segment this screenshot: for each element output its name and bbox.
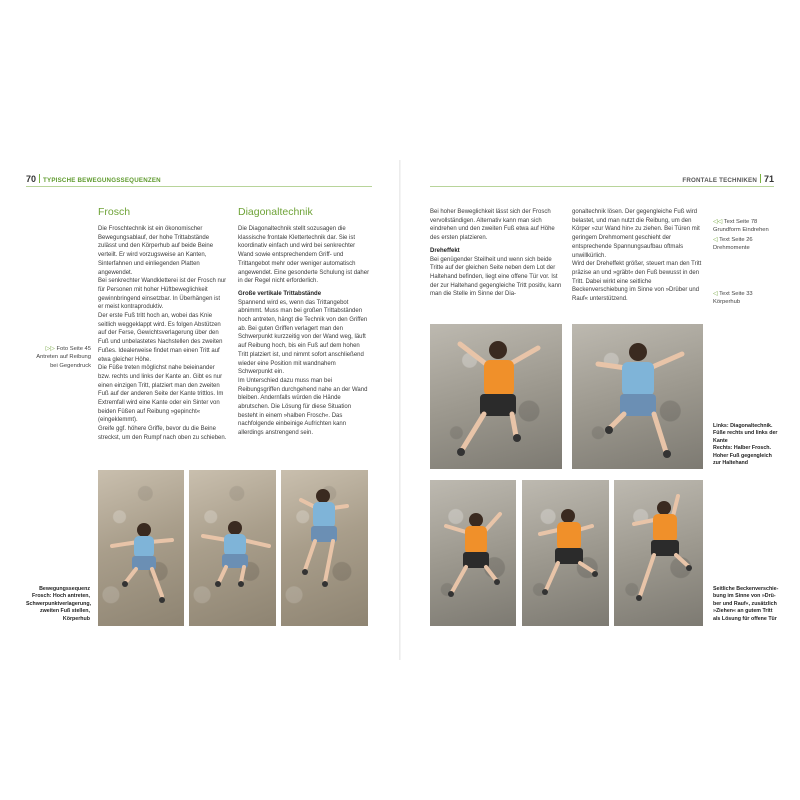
margin-ref-photo-45: ▷▷ Foto Seite 45 Antreten auf Reibung bei Gegendruck (36, 346, 91, 369)
climber-figure (598, 343, 682, 458)
photo-frosch-2 (189, 470, 276, 626)
right-running-title: FRONTALE TECHNIKEN (682, 177, 757, 184)
left-running-title: TYPISCHE BEWEGUNGSSEQUENZEN (43, 177, 161, 184)
double-triangle-left-icon: ◁◁ (713, 219, 723, 225)
climber-figure (457, 341, 538, 456)
triangle-left-icon: ◁ (713, 237, 718, 243)
right-header-rule (430, 186, 774, 187)
right-page-header (682, 173, 774, 185)
photo-frosch-1 (98, 470, 184, 626)
double-triangle-right-icon: ▷▷ (45, 346, 55, 352)
margin-ref-text-33: ◁ Text Seite 33 Körperhub (713, 291, 753, 306)
diagonal-heading: Diagonaltechnik (238, 206, 313, 218)
photo-frosch-3 (281, 470, 368, 626)
climber-figure (540, 509, 598, 595)
margin-ref-text-78: ◁◁ Text Seite 78 Grundform Eindrehen (713, 219, 769, 234)
diagonal-text: Die Diagonaltechnik stellt sozusagen die klassische frontale Klettertechnik dar. Sie ist koordinativ einfach und wird bei senkrechter Wand sowie entsprechendem Griff- und Trittangebot mehr oder weniger automatisch angewendet. Eine gesonderte Schulung ist daher in der Regel nicht erforderlich. Große vertikale Trittabstände Spannend wird es, wenn das Trittangebot abnimmt. Muss man bei großen Trittabständen hoch antreten, hängt die Technik von den Griffen ab. Bei guten Griffen verlagert man den Schwerpunkt kurzzeitig von der Wand weg, läuft auf Reibung hoch, bis ein Fuß auf dem hohen Tritt platziert ist, und nimmt sofort anschließend wieder eine Position mit wandnahem Schwerpunkt ein. Im Unterschied dazu muss man bei Reibungsgriffen durchgehend nahe an der Wand bleiben. Andernfalls würden die Hände abrutschen. Die Lösung für diese Situation besteht in einem »halben Frosch«. Das nachfolgende einbeinige Aufrichten kann allerdings anstrengend sein. (238, 226, 370, 437)
left-page-number: 70 (26, 174, 37, 184)
left-page-header (26, 173, 161, 185)
right-col2-text: gonaltechnik lösen. Der gegengleiche Fuß wird belastet, und man nutzt die Reibung, um den Körper »zur Wand hin« zu ziehen. Bei Türen mit geringem Drehmoment geschieht der entsprechende Spannungsaufbau oftmals unwillkürlich. Wird der Dreheffekt größer, steuert man den Tritt präzise an und »gräbt« den Fuß bewusst in den Tritt. Dabei wirkt eine seitliche Beckenverschiebung im Sinne von »Drüber und Rauf« unterstützend. (572, 209, 702, 303)
page-gutter (399, 160, 401, 660)
climber-figure (634, 496, 692, 601)
climber-figure (112, 523, 172, 603)
dreheffekt-subheading: Dreheffekt (430, 247, 460, 254)
climber-figure (301, 489, 347, 587)
triangle-left-icon: ◁ (713, 291, 718, 297)
right-col1-text: Bei hoher Beweglichkeit lässt sich der Frosch vervollständigen. Alternativ kann man sich eindrehen und den zweiten Fuß etwa auf Höhe des ersten platzieren. Dreheffekt Bei genügender Steilheit und wenn sich beide Tritte auf der gleichen Seite neben dem Lot der Haltehand befinden, liegt eine offene Tür vor. Ist der zur Haltehand gegengleiche Tritt positiv, kann man die Stelle im Sinne der Dia- (430, 209, 562, 298)
climber-figure (203, 521, 269, 587)
photo-beckenverschiebung-1 (430, 480, 516, 626)
trittabstaende-subheading: Große vertikale Trittabstände (238, 290, 322, 297)
caption-beckenverschiebung: Seitliche Beckenverschie- bung im Sinne von »Drü- ber und Rauf«, zusätzlich »Ziehen« an gutem Tritt als Lösung für offene Tür (713, 586, 779, 622)
right-page-number: 71 (763, 174, 774, 184)
caption-frosch-sequence: Bewegungssequenz Frosch: Hoch antreten, Schwerpunktverlagerung, zweiten Fuß stellen, Körperhub (26, 586, 92, 622)
margin-ref-text-26: ◁ Text Seite 26 Drehmomente (713, 237, 753, 252)
frosch-text: Die Froschtechnik ist ein ökonomischer Bewegungsablauf, der hohe Trittabstände zulässt und den Körperhub auf beide Beine verteilt. Er wird vorzugsweise an Kanten, Sinterfahnen und einliegenden Platten angewendet. Bei senkrechter Wandkletterei ist der Frosch nur für Personen mit hoher Hüftbeweglichkeit gewinnbringend einsetzbar. In Überhängen ist er meist kontraproduktiv. Der erste Fuß tritt hoch an, wobei das Knie seitlich weggeklappt wird. Es folgen Abstützen auf der Ferse, Gewichtsverlagerung über den Fuß und unbelastetes Nachstellen des zweiten Fußes. Idealerweise findet man einen Tritt auf etwa gleicher Höhe. Die Füße treten möglichst nahe beieinander bzw. rechts und links der Kante an. Gibt es nur einen einzigen Tritt, platziert man den zweiten Fuß auf der anderen Seite der Kante trittlos. Im Extremfall wird eine Kante oder ein Sinter von beiden Füßen auf Reibung »gepincht« (eingeklemmt). Greife ggf. höhere Griffe, bevor du die Beine streckst, um den Rumpf nach oben zu schieben. (98, 226, 227, 441)
climber-figure (446, 513, 500, 597)
photo-beckenverschiebung-3 (614, 480, 703, 626)
photo-diagonaltechnik (430, 324, 562, 469)
photo-halber-frosch (572, 324, 703, 469)
caption-diagonal-halber-frosch: Links: Diagonaltechnik. Füße rechts und links der Kante Rechts: Halber Frosch. Hoher Fuß gegengleich zur Haltehand (713, 423, 778, 467)
frosch-heading: Frosch (98, 206, 131, 218)
photo-beckenverschiebung-2 (522, 480, 609, 626)
left-header-rule (26, 186, 372, 187)
